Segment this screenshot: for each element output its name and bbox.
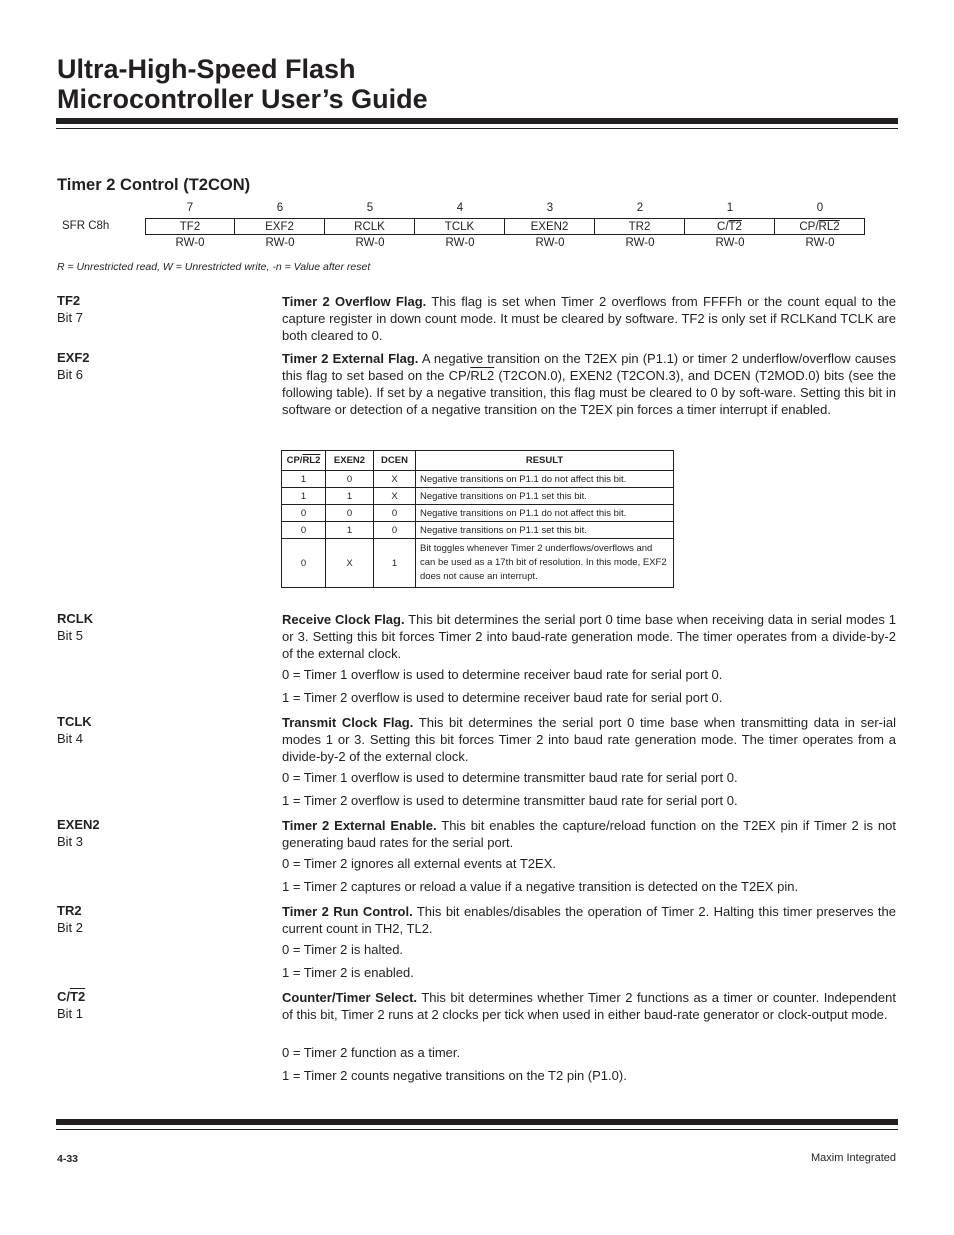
reset-value: RW-0 xyxy=(535,237,565,249)
register-legend-note: R = Unrestricted read, W = Unrestricted write, -n = Value after reset xyxy=(57,261,371,273)
reset-value: RW-0 xyxy=(445,237,475,249)
bit-name-cell: TCLK xyxy=(415,218,505,235)
field-heading-ct2: Counter/Timer Select. xyxy=(282,990,418,1005)
table-row xyxy=(282,522,674,539)
column-header-exen2: EXEN2 xyxy=(326,451,374,471)
page-number: 4-33 xyxy=(57,1153,79,1165)
field-option-ct2-1: 1 = Timer 2 counts negative transitions on the T2 pin (P1.0). xyxy=(282,1068,627,1083)
field-description-tclk xyxy=(282,714,896,765)
field-heading-exen2: Timer 2 External Enable. xyxy=(282,818,437,833)
field-description-ct2 xyxy=(282,989,896,1023)
column-header-cprl2: CP/RL2 xyxy=(282,451,326,471)
field-name-tr2: TR2 xyxy=(57,903,82,918)
field-option-exen2-1: 1 = Timer 2 captures or reload a value if a negative transition is detected on the T2EX pin. xyxy=(282,879,799,894)
field-heading-rclk: Receive Clock Flag. xyxy=(282,612,405,627)
field-option-tclk-0: 0 = Timer 1 overflow is used to determine transmitter baud rate for serial port 0. xyxy=(282,770,738,785)
field-description-exf2 xyxy=(282,350,896,418)
bit-name-cell: EXEN2 xyxy=(505,218,595,235)
field-description-rclk xyxy=(282,611,896,662)
table-cell: Negative transitions on P1.1 set this bit. xyxy=(416,488,674,505)
reset-value: RW-0 xyxy=(265,237,295,249)
field-text-exf2-part2: (T2CON.0), EXEN2 (T2CON.3), and DCEN (T2MOD.0) bits (see the following table). If set by a negative transition, this flag must be cleared to 0 by soft-ware. Setting this bit in software or detection of a negative transition on the T2EX pin forces a timer interrupt if enabled. xyxy=(282,368,896,417)
field-text-tclk: This bit determines the serial port 0 time base when transmitting data in ser-ial modes 1 or 3. Setting this bit forces Timer 2 into baud rate generation mode. The timer operates from a divide-by-2 of the external clock. xyxy=(282,715,896,764)
table-cell: 0 xyxy=(326,505,374,522)
table-header-row xyxy=(282,451,674,471)
document-title xyxy=(57,54,428,114)
bit-number: 7 xyxy=(186,202,194,214)
reset-value: RW-0 xyxy=(625,237,655,249)
header-rule-thick xyxy=(56,118,898,124)
field-description-exen2 xyxy=(282,817,896,851)
table-cell: 1 xyxy=(282,488,326,505)
table-cell: X xyxy=(374,471,416,488)
field-name-tf2: TF2 xyxy=(57,293,81,308)
table-cell: 0 xyxy=(282,539,326,588)
bit-number: 3 xyxy=(546,202,554,214)
field-option-tr2-0: 0 = Timer 2 is halted. xyxy=(282,942,404,957)
field-bit-rclk: Bit 5 xyxy=(57,628,84,643)
field-bit-ct2: Bit 1 xyxy=(57,1006,84,1021)
field-bit-exen2: Bit 3 xyxy=(57,834,84,849)
bit-number: 5 xyxy=(366,202,374,214)
field-heading-tclk: Transmit Clock Flag. xyxy=(282,715,414,730)
bit-number: 1 xyxy=(726,202,734,214)
document-title-line-2: Microcontroller User’s Guide xyxy=(57,84,428,114)
column-header-result: RESULT xyxy=(416,451,674,471)
bit-name-cell: CP/RL2 xyxy=(775,218,865,235)
field-text-exen2: This bit enables the capture/reload function on the T2EX pin if Timer 2 is not generating baud rates for the serial port. xyxy=(282,818,896,850)
table-cell: Negative transitions on P1.1 do not affect this bit. xyxy=(416,505,674,522)
column-header-dcen: DCEN xyxy=(374,451,416,471)
table-row xyxy=(282,505,674,522)
table-row xyxy=(282,488,674,505)
field-name-exf2: EXF2 xyxy=(57,350,90,365)
table-cell: Negative transitions on P1.1 set this bit. xyxy=(416,522,674,539)
bit-number: 6 xyxy=(276,202,284,214)
field-bit-tr2: Bit 2 xyxy=(57,920,84,935)
footer-brand: Maxim Integrated xyxy=(811,1152,896,1164)
field-heading-tr2: Timer 2 Run Control. xyxy=(282,904,413,919)
table-cell: 1 xyxy=(326,488,374,505)
table-row xyxy=(282,539,674,588)
table-row xyxy=(282,471,674,488)
field-name-ct2 xyxy=(57,989,85,1004)
table-cell: X xyxy=(326,539,374,588)
field-text-exf2-part1: A negative transition on the T2EX pin (P1.1) or timer 2 underflow/overflow causes this flag to set based on the CP/ xyxy=(282,351,897,383)
field-description-tf2 xyxy=(282,293,896,344)
reset-value: RW-0 xyxy=(805,237,835,249)
field-text-ct2: This bit determines whether Timer 2 functions as a timer or counter. Independent of this bit, Timer 2 runs at 2 clocks per tick when used in either baud-rate generator or clock-output mode. xyxy=(282,990,896,1022)
bit-name-cell: TR2 xyxy=(595,218,685,235)
section-title: Timer 2 Control (T2CON) xyxy=(57,176,251,194)
field-name-exen2: EXEN2 xyxy=(57,817,100,832)
field-text-tr2: This bit enables/disables the operation of Timer 2. Halting this timer preserves the current count in TH2, TL2. xyxy=(282,904,896,936)
footer-rule-thick xyxy=(56,1119,898,1125)
field-description-tr2 xyxy=(282,903,896,937)
bit-name-cell: C/T2 xyxy=(685,218,775,235)
table-cell: 0 xyxy=(374,522,416,539)
reset-value: RW-0 xyxy=(715,237,745,249)
sfr-address-label: SFR C8h xyxy=(62,220,110,232)
field-heading-tf2: Timer 2 Overflow Flag. xyxy=(282,294,427,309)
bit-number: 4 xyxy=(456,202,464,214)
field-bit-exf2: Bit 6 xyxy=(57,367,84,382)
bit-number: 0 xyxy=(816,202,824,214)
field-option-tclk-1: 1 = Timer 2 overflow is used to determine transmitter baud rate for serial port 0. xyxy=(282,793,738,808)
table-cell: 1 xyxy=(374,539,416,588)
bit-name-cell: EXF2 xyxy=(235,218,325,235)
table-cell: Negative transitions on P1.1 do not affect this bit. xyxy=(416,471,674,488)
table-cell: 1 xyxy=(282,471,326,488)
field-option-rclk-0: 0 = Timer 1 overflow is used to determine receiver baud rate for serial port 0. xyxy=(282,667,723,682)
bit-name-row xyxy=(145,218,865,235)
table-cell: 0 xyxy=(326,471,374,488)
field-bit-tf2: Bit 7 xyxy=(57,310,84,325)
field-option-tr2-1: 1 = Timer 2 is enabled. xyxy=(282,965,414,980)
field-name-rclk: RCLK xyxy=(57,611,94,626)
field-text-exf2-overline: RL2 xyxy=(470,368,495,383)
field-text-tf2: This flag is set when Timer 2 overflows from FFFFh or the count equal to the capture register in down count mode. It must be cleared by software. TF2 is only set if RCLKand TCLK are both cleared to 0. xyxy=(282,294,896,343)
field-option-rclk-1: 1 = Timer 2 overflow is used to determine receiver baud rate for serial port 0. xyxy=(282,690,723,705)
field-heading-exf2: Timer 2 External Flag. xyxy=(282,351,419,366)
field-option-ct2-0: 0 = Timer 2 function as a timer. xyxy=(282,1045,461,1060)
table-cell: 0 xyxy=(374,505,416,522)
field-name-tclk: TCLK xyxy=(57,714,92,729)
field-bit-tclk: Bit 4 xyxy=(57,731,84,746)
bit-name-cell: RCLK xyxy=(325,218,415,235)
bit-number-row xyxy=(145,202,865,216)
header-rule-thin xyxy=(56,128,898,129)
reset-value-row xyxy=(145,237,865,251)
field-text-rclk: This bit determines the serial port 0 time base when receiving data in serial modes 1 or 3. Setting this bit forces Timer 2 into baud-rate generation mode. The timer operates from a divide-by-2 of the external clock. xyxy=(282,612,896,661)
table-cell: 0 xyxy=(282,505,326,522)
bit-name-cell: TF2 xyxy=(145,218,235,235)
field-name-ct2-part1: C/ xyxy=(57,989,70,1004)
field-name-ct2-overline: T2 xyxy=(70,989,86,1004)
exf2-truth-table xyxy=(281,450,674,588)
reset-value: RW-0 xyxy=(175,237,205,249)
field-option-exen2-0: 0 = Timer 2 ignores all external events at T2EX. xyxy=(282,856,556,871)
document-title-line-1: Ultra-High-Speed Flash xyxy=(57,54,356,84)
reset-value: RW-0 xyxy=(355,237,385,249)
footer-rule-thin xyxy=(56,1129,898,1130)
table-cell: 1 xyxy=(326,522,374,539)
table-cell: X xyxy=(374,488,416,505)
table-cell: Bit toggles whenever Timer 2 underflows/overflows and can be used as a 17th bit of resolution. In this mode, EXF2 does not cause an interrupt. xyxy=(416,539,674,588)
bit-number: 2 xyxy=(636,202,644,214)
table-cell: 0 xyxy=(282,522,326,539)
